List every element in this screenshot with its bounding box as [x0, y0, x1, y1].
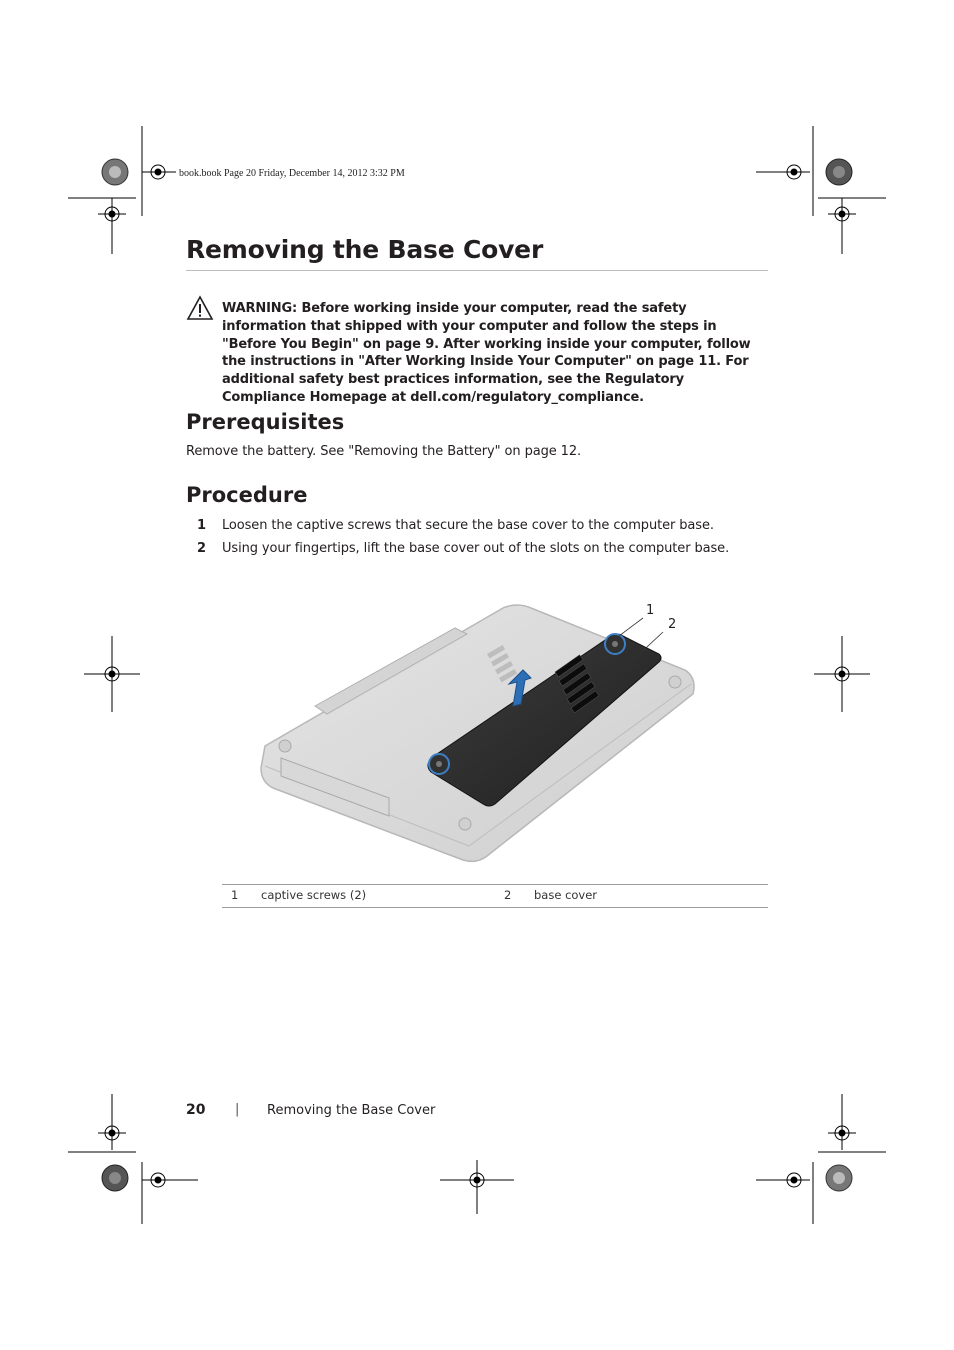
footer-separator: |: [235, 1102, 240, 1117]
callout-label: 2: [668, 617, 677, 632]
step-number: 2: [197, 541, 207, 556]
warning-text: WARNING: Before working inside your computer, read the safety information that shipped with your computer and follow the steps in "Before You Begin" on page 9. After working inside your computer, follow the instructions in "After Working Inside Your Computer" on page 11. For additional safety best practices information, see the Regulatory Compliance Homepage at dell.com/regulatory_compliance.: [222, 301, 751, 405]
page-title: Removing the Base Cover: [186, 235, 544, 264]
legend-label: captive screws (2): [261, 888, 367, 902]
procedure-heading: Procedure: [186, 483, 308, 507]
callout-label: 1: [646, 603, 655, 618]
legend-number: 1: [231, 888, 239, 902]
legend-number: 2: [504, 888, 512, 902]
warning-triangle-icon: [186, 295, 214, 321]
step-number: 1: [197, 518, 207, 533]
page-number: 20: [186, 1102, 206, 1118]
laptop-base-illustration: [255, 598, 715, 868]
legend-label: base cover: [534, 888, 598, 902]
prerequisites-heading: Prerequisites: [186, 410, 345, 434]
title-rule: [186, 270, 768, 271]
print-header: book.book Page 20 Friday, December 14, 2012 3:32 PM: [179, 168, 405, 179]
prerequisites-text: Remove the battery. See "Removing the Battery" on page 12.: [186, 444, 582, 459]
footer-section-title: Removing the Base Cover: [267, 1103, 436, 1118]
step-text: Loosen the captive screws that secure the base cover to the computer base.: [222, 518, 714, 533]
legend-table: [222, 884, 768, 908]
step-text: Using your fingertips, lift the base cover out of the slots on the computer base.: [222, 541, 730, 556]
